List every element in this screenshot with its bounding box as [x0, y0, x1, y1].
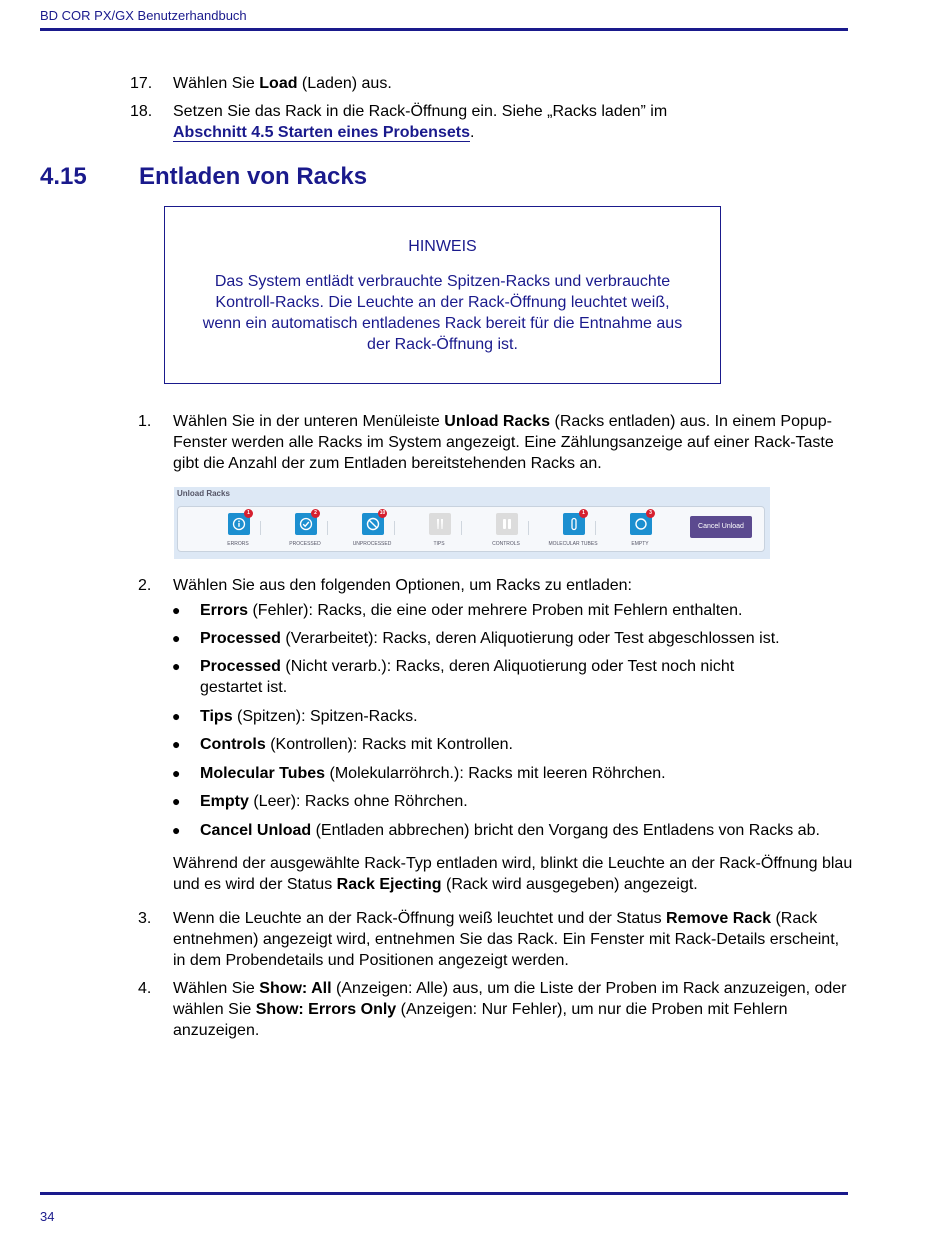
running-header: BD COR PX/GX Benutzerhandbuch [40, 8, 247, 23]
option-name: Processed [200, 630, 281, 647]
tile-separator [327, 521, 328, 535]
rack-button-bar [177, 506, 765, 552]
tips-icon [429, 513, 451, 535]
option-item [200, 600, 850, 621]
rack-tile-tips [409, 513, 469, 551]
bullet-icon: ● [172, 602, 181, 618]
option-item [200, 763, 850, 784]
option-desc: (Spitzen): Spitzen-Racks. [232, 708, 418, 725]
option-name: Processed [200, 658, 281, 675]
step-2-text: Wählen Sie aus den folgenden Optionen, um Racks zu entladen: [173, 577, 632, 594]
step-text-part: Während der ausgewählte Rack-Typ entladen wird, blinkt die Leuchte an der Rack-Öffnung blau und es wird der Status [173, 855, 853, 893]
bullet-icon: ● [172, 822, 181, 838]
option-item [200, 791, 850, 812]
option-desc: (Verarbeitet): Racks, deren Aliquotierung oder Test abgeschlossen ist. [280, 630, 780, 647]
bullet-icon: ● [172, 658, 181, 674]
step-1-text [173, 411, 838, 474]
option-name: Molecular Tubes [200, 765, 326, 782]
option-name: Cancel Unload [200, 822, 312, 839]
step-4-text [173, 978, 853, 1041]
ui-term: Load [259, 75, 298, 92]
step-number: 3. [138, 910, 152, 927]
section-title: Entladen von Racks [139, 163, 368, 190]
bullet-icon: ● [172, 793, 181, 809]
tile-separator [394, 521, 395, 535]
bullet-icon: ● [172, 765, 181, 781]
note-title: HINWEIS [408, 238, 477, 255]
rack-tile-unprocessed[interactable] [342, 510, 402, 551]
note-text: Das System entlädt verbrauchte Spitzen-Racks und verbrauchte Kontroll-Racks. Die Leuchte an der Rack-Öffnung leuchtet weiß, wenn ein automatisch entladenes Rack bereit für die Entnahme aus der Rack-Öffnung ist. [202, 273, 683, 353]
option-desc: (Entladen abbrechen) bricht den Vorgang des Entladens von Racks ab. [311, 822, 820, 839]
tile-separator [595, 521, 596, 535]
rack-tile-errors[interactable] [208, 510, 268, 551]
note-box [164, 206, 721, 384]
step-text-part: Wählen Sie [173, 980, 260, 997]
rack-tile-processed[interactable] [275, 510, 335, 551]
step-text-part: . [469, 124, 475, 141]
option-item [200, 734, 850, 755]
step-number: 2. [138, 577, 152, 594]
ui-term: Show: Errors Only [255, 1001, 397, 1018]
option-item [200, 628, 850, 649]
option-desc: (Kontrollen): Racks mit Kontrollen. [265, 736, 513, 753]
step-number: 17. [130, 75, 153, 92]
option-name: Controls [200, 736, 266, 753]
tile-separator [461, 521, 462, 535]
count-badge: 2 [311, 509, 320, 518]
step-18-text [173, 101, 833, 143]
step-text-part: Wählen Sie in der unteren Menüleiste [173, 413, 445, 430]
count-badge: 10 [379, 510, 386, 516]
tile-label: PROCESSED [289, 541, 321, 547]
step-number: 4. [138, 980, 152, 997]
tile-label: TIPS [433, 541, 445, 547]
option-item [200, 820, 860, 841]
option-name: Empty [200, 793, 249, 810]
section-link[interactable]: Abschnitt 4.5 Starten eines Probensets [173, 124, 470, 141]
option-desc: (Fehler): Racks, die eine oder mehrere Proben mit Fehlern enthalten. [248, 602, 743, 619]
tile-separator [528, 521, 529, 535]
ui-term: Unload Racks [444, 413, 551, 430]
step-text-part: (Anzeigen: Alle) aus, um die Liste der Proben im Rack anzuzeigen, oder wählen Sie [173, 980, 847, 1018]
step-2-followup [173, 853, 853, 895]
controls-icon [496, 513, 518, 535]
step-text-part: Setzen Sie das Rack in die Rack-Öffnung ein. Siehe „Racks laden” im [173, 103, 668, 120]
bullet-icon: ● [172, 708, 181, 724]
step-17-text [173, 73, 833, 94]
step-3-text [173, 908, 853, 971]
rack-tile-controls [476, 513, 536, 551]
count-badge: 1 [579, 509, 588, 518]
option-desc: (Molekularröhrch.): Racks mit leeren Röhrchen. [325, 765, 666, 782]
page-number: 34 [40, 1209, 55, 1224]
tile-label: MOLECULAR TUBES [548, 541, 598, 547]
count-badge: 1 [244, 509, 253, 518]
cancel-unload-button[interactable]: Cancel Unload [690, 516, 752, 538]
tile-label: UNPROCESSED [352, 541, 392, 547]
rack-tile-molecular-tubes[interactable] [543, 510, 603, 551]
option-desc: (Nicht verarb.): Racks, deren Aliquotierung oder Test noch nicht gestartet ist. [200, 658, 735, 696]
rack-tile-empty[interactable] [610, 510, 670, 551]
tile-label: EMPTY [631, 541, 649, 547]
panel-title: Unload Racks [177, 489, 230, 498]
ui-term: Show: All [259, 980, 332, 997]
step-text-part: Wählen Sie [173, 75, 260, 92]
status-term: Remove Rack [666, 910, 771, 927]
bullet-icon: ● [172, 736, 181, 752]
count-badge: 3 [646, 509, 655, 518]
status-term: Rack Ejecting [336, 876, 442, 893]
step-number: 18. [130, 103, 153, 120]
option-item [200, 706, 850, 727]
footer-rule [40, 1192, 848, 1195]
tile-label: ERRORS [227, 541, 249, 547]
step-text-part: (Laden) aus. [297, 75, 392, 92]
step-number: 1. [138, 413, 152, 430]
step-text-part: (Rack entnehmen) angezeigt wird, entnehmen Sie das Rack. Ein Fenster mit Rack-Details erscheint, in dem Probendetails und Positionen angezeigt werden. [173, 910, 840, 969]
header-rule [40, 28, 848, 31]
option-name: Tips [200, 708, 233, 725]
option-desc: (Leer): Racks ohne Röhrchen. [248, 793, 468, 810]
option-name: Errors [200, 602, 249, 619]
tile-label: CONTROLS [492, 541, 520, 547]
unload-racks-screenshot [174, 487, 770, 559]
step-text-part: Wenn die Leuchte an der Rack-Öffnung weiß leuchtet und der Status [173, 910, 667, 927]
step-text-part: (Rack wird ausgegeben) angezeigt. [441, 876, 698, 893]
option-item [200, 656, 785, 698]
section-number: 4.15 [40, 163, 87, 190]
bullet-icon: ● [172, 630, 181, 646]
step-text-part: (Racks entladen) aus. In einem Popup-Fenster werden alle Racks im System angezeigt. Eine Zählungsanzeige auf einer Rack-Taste gibt die Anzahl der zum Entladen bereitstehenden Racks an. [173, 413, 834, 472]
tile-separator [260, 521, 261, 535]
step-text-part: (Anzeigen: Nur Fehler), um nur die Proben mit Fehlern anzuzeigen. [173, 1001, 788, 1039]
